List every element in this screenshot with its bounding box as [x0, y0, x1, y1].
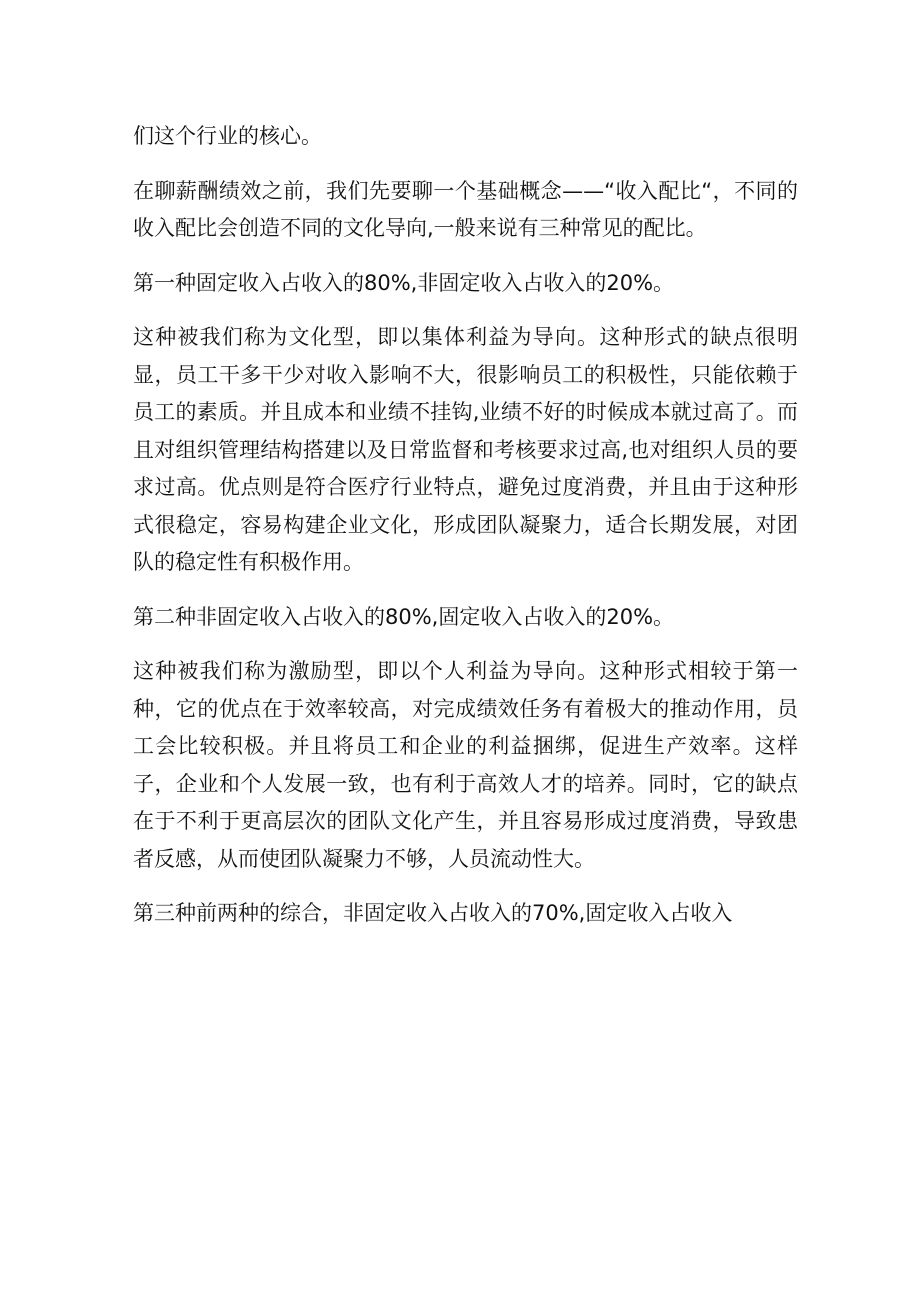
paragraph-type-three-ratio: 第三种前两种的综合，非固定收入占收入的70%,固定收入占收入	[133, 901, 733, 925]
paragraph-cultural-type: 这种被我们称为文化型，即以集体利益为导向。这种形式的缺点很明显，员工干多干少对收入影响不大，很影响员工的积极性，只能依赖于员工的素质。并且成本和业绩不挂钩,业绩不好的时候成本就过高了。而且对组织管理结构搭建以及日常监督和考核要求过高,也对组织人员的要求过高。优点则是符合医疗行业特点，避免过度消费，并且由于这种形式很稳定，容易构建企业文化，形成团队凝聚力，适合长期发展，对团队的稳定性有积极作用。	[133, 325, 798, 574]
paragraph-incentive-type: 这种被我们称为激励型，即以个人利益为导向。这种形式相较于第一种，它的优点在于效率较高，对完成绩效任务有着极大的推动作用，员工会比较积极。并且将员工和企业的利益捆绑，促进生产效率。这样子，企业和个人发展一致，也有利于高效人才的培养。同时，它的缺点在于不利于更高层次的团队文化产生，并且容易形成过度消费，导致患者反感，从而使团队凝聚力不够，人员流动性大。	[133, 659, 798, 871]
document-body	[133, 118, 798, 950]
paragraph-industry-core: 们这个行业的核心。	[133, 124, 322, 148]
paragraph-type-one-ratio: 第一种固定收入占收入的80%,非固定收入占收入的20%。	[133, 270, 675, 295]
paragraph-income-ratio-intro: 在聊薪酬绩效之前，我们先要聊一个基础概念——“收入配比“，不同的收入配比会创造不同的文化导向,一般来说有三种常见的配比。	[133, 178, 798, 240]
paragraph-type-two-ratio: 第二种非固定收入占收入的80%,固定收入占收入的20%。	[133, 604, 675, 629]
